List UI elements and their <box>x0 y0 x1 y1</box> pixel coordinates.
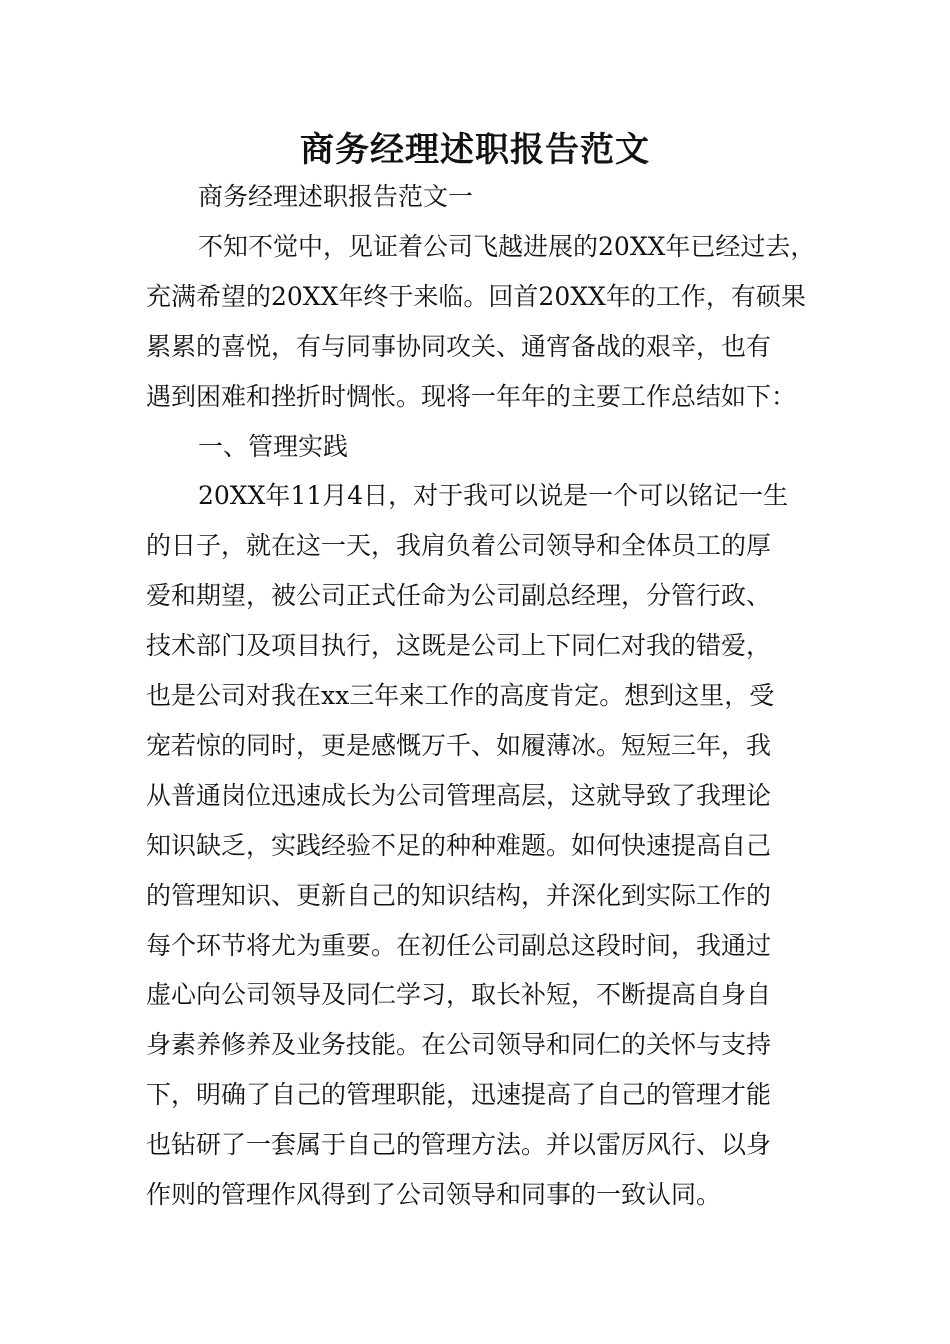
body-line: 每个环节将尤为重要。在初任公司副总这段时间，我通过 <box>146 930 772 960</box>
body-line: 的日子，就在这一天，我肩负着公司领导和全体员工的厚 <box>146 531 772 561</box>
body-line: 知识缺乏，实践经验不足的种种难题。如何快速提高自己 <box>146 830 772 860</box>
body-line: 不知不觉中，见证着公司飞越进展的20XX年已经过去， <box>198 231 816 261</box>
body-line: 作则的管理作风得到了公司领导和同事的一致认同。 <box>146 1180 722 1209</box>
body-line: 爱和期望，被公司正式任命为公司副总经理，分管行政、 <box>146 581 772 611</box>
body-line: 的管理知识、更新自己的知识结构，并深化到实际工作的 <box>146 880 772 910</box>
body-line: 商务经理述职报告范文一 <box>198 182 474 211</box>
body-line: 遇到困难和挫折时惆怅。现将一年年的主要工作总结如下： <box>146 381 797 411</box>
body-line: 身素养修养及业务技能。在公司领导和同仁的关怀与支持 <box>146 1030 772 1060</box>
body-line: 技术部门及项目执行，这既是公司上下同仁对我的错爱， <box>146 631 772 661</box>
body-line: 宠若惊的同时，更是感慨万千、如履薄冰。短短三年，我 <box>146 730 772 760</box>
body-line: 虚心向公司领导及同仁学习，取长补短，不断提高自身自 <box>146 980 772 1010</box>
body-line: 下，明确了自己的管理职能，迅速提高了自己的管理才能 <box>146 1080 772 1110</box>
document-title: 商务经理述职报告范文 <box>300 130 650 170</box>
body-line: 也钻研了一套属于自己的管理方法。并以雷厉风行、以身 <box>146 1130 772 1160</box>
body-line: 一、管理实践 <box>198 431 349 461</box>
body-line: 也是公司对我在xx三年来工作的高度肯定。想到这里，受 <box>146 681 775 710</box>
body-line: 20XX年11月4日，对于我可以说是一个可以铭记一生 <box>198 481 789 511</box>
body-line: 累累的喜悦，有与同事协同攻关、通宵备战的艰辛，也有 <box>146 331 772 361</box>
body-line: 从普通岗位迅速成长为公司管理高层，这就导致了我理论 <box>146 780 772 810</box>
body-line: 充满希望的20XX年终于来临。回首20XX年的工作，有硕果 <box>146 281 806 311</box>
